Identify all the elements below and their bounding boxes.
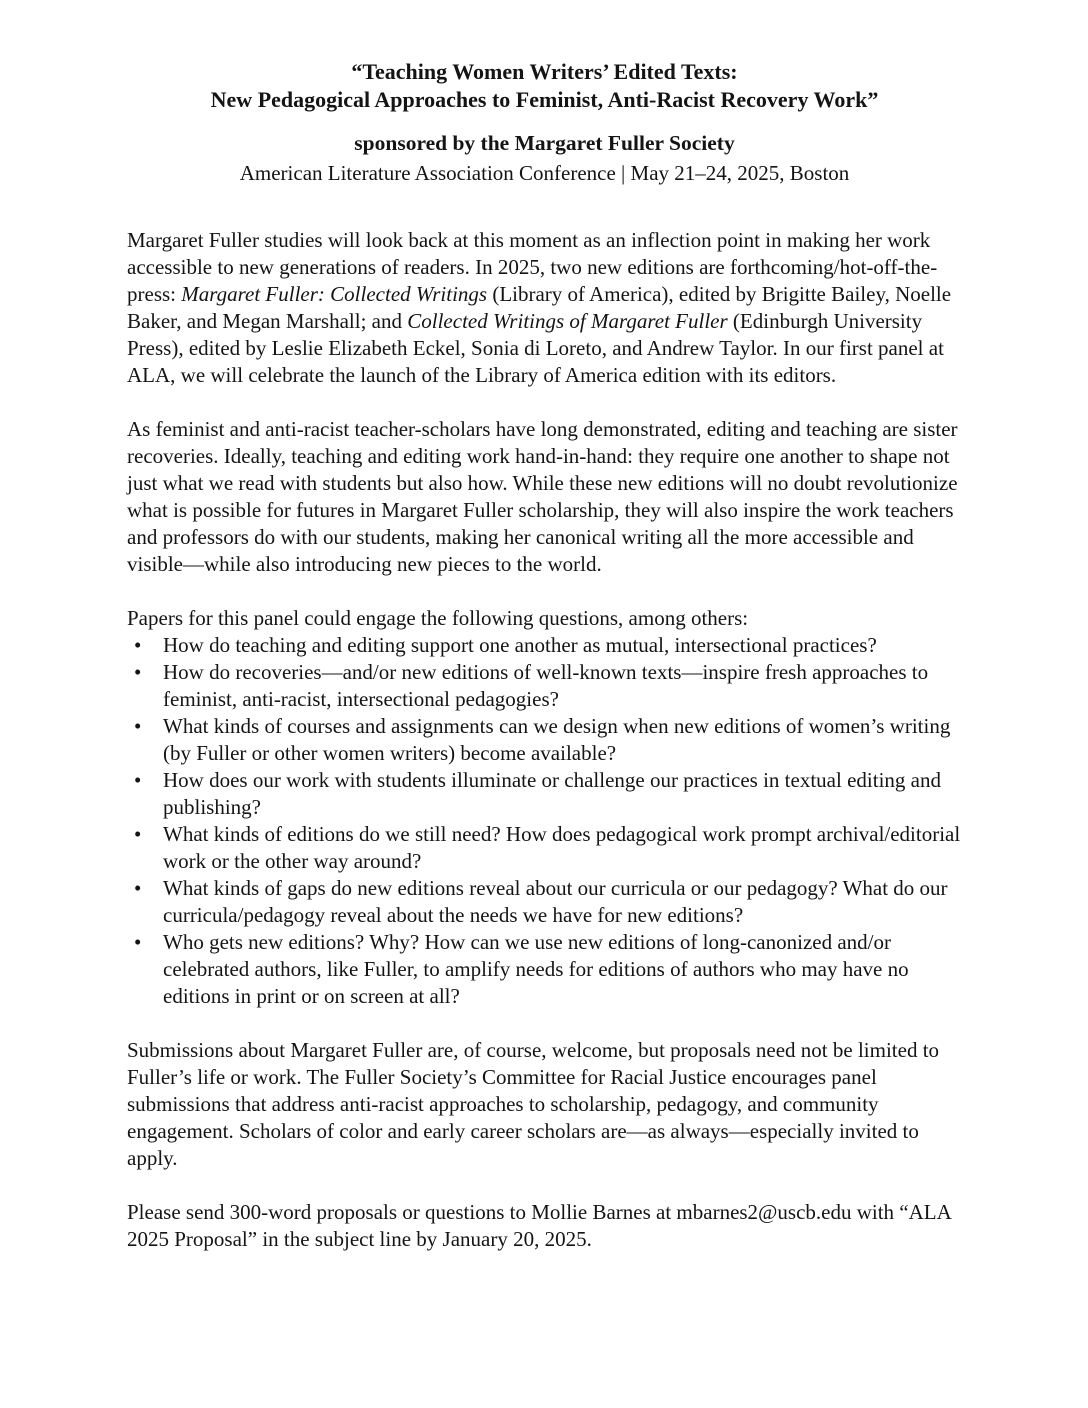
conference-date-line: American Literature Association Conference | May 21–24, 2025, Boston <box>239 161 850 185</box>
text-run: (Edinburgh University Press), edited by Leslie Elizabeth Eckel, Sonia di Loreto, and Andrew Taylor. In our first panel at ALA, we will celebrate the launch of the Library of America edition with its editors. <box>127 309 944 387</box>
paragraph-submissions <box>127 1037 962 1172</box>
text-run: Margaret Fuller studies will look back at this moment as an inflection point in making her work accessible to new generations of readers. In 2025, two new editions are forthcoming/hot-off-the-press: <box>127 228 938 306</box>
title-line-1: “Teaching Women Writers’ Edited Texts: <box>351 59 738 84</box>
text-run: (Library of America), edited by Brigitte Bailey, Noelle Baker, and Megan Marshall; and <box>127 282 952 333</box>
paragraph-opening <box>127 227 962 389</box>
text-run: Submissions about Margaret Fuller are, of course, welcome, but proposals need not be limited to Fuller’s life or work. The Fuller Society’s Committee for Racial Justice encourages panel submissions that address anti-racist approaches to scholarship, pedagogy, and community engagement. Scholars of color and early career scholars are—as always—especially invited to apply. <box>127 1038 940 1170</box>
question-bullet-item: • What kinds of courses and assignments can we design when new editions of women’s writing (by Fuller or other women writers) become available? <box>127 713 962 767</box>
title-line-2: New Pedagogical Approaches to Feminist, Anti-Racist Recovery Work” <box>210 87 879 112</box>
document-header <box>127 58 962 187</box>
document-title <box>127 58 962 114</box>
book-title-italic: Collected Writings of Margaret Fuller <box>407 309 728 333</box>
question-bullet-item: • What kinds of gaps do new editions reveal about our curricula or our pedagogy? What do our curricula/pedagogy reveal about the needs we have for new editions? <box>127 875 962 929</box>
question-bullet-item: • What kinds of editions do we still need? How does pedagogical work prompt archival/editorial work or the other way around? <box>127 821 962 875</box>
text-run: Please send 300-word proposals or questions to Mollie Barnes at mbarnes2@uscb.edu with “ALA 2025 Proposal” in the subject line by January 20, 2025. <box>127 1200 951 1251</box>
questions-list <box>127 632 962 1010</box>
sponsor-line: sponsored by the Margaret Fuller Society <box>354 131 735 155</box>
book-title-italic: Margaret Fuller: Collected Writings <box>181 282 488 306</box>
question-bullet-item: • How does our work with students illuminate or challenge our practices in textual editing and publishing? <box>127 767 962 821</box>
paragraph-contact <box>127 1199 962 1253</box>
question-bullet-item: • Who gets new editions? Why? How can we use new editions of long-canonized and/or celebrated authors, like Fuller, to amplify needs for editions of authors who may have no editions in print or on screen at all? <box>127 929 962 1010</box>
questions-intro: Papers for this panel could engage the following questions, among others: <box>127 606 749 630</box>
question-bullet-item: • How do teaching and editing support one another as mutual, intersectional practices? <box>127 632 962 659</box>
paragraph-sister-recoveries <box>127 416 962 578</box>
question-bullet-item: • How do recoveries—and/or new editions of well-known texts—inspire fresh approaches to feminist, anti-racist, intersectional pedagogies? <box>127 659 962 713</box>
text-run: As feminist and anti-racist teacher-scholars have long demonstrated, editing and teaching are sister recoveries. Ideally, teaching and editing work hand-in-hand: they require one another to shape not just what we read with students but also how. While these new editions will no doubt revolutionize what is possible for futures in Margaret Fuller scholarship, they will also inspire the work teachers and professors do with our students, making her canonical writing all the more accessible and visible—while also introducing new pieces to the world. <box>127 417 958 576</box>
